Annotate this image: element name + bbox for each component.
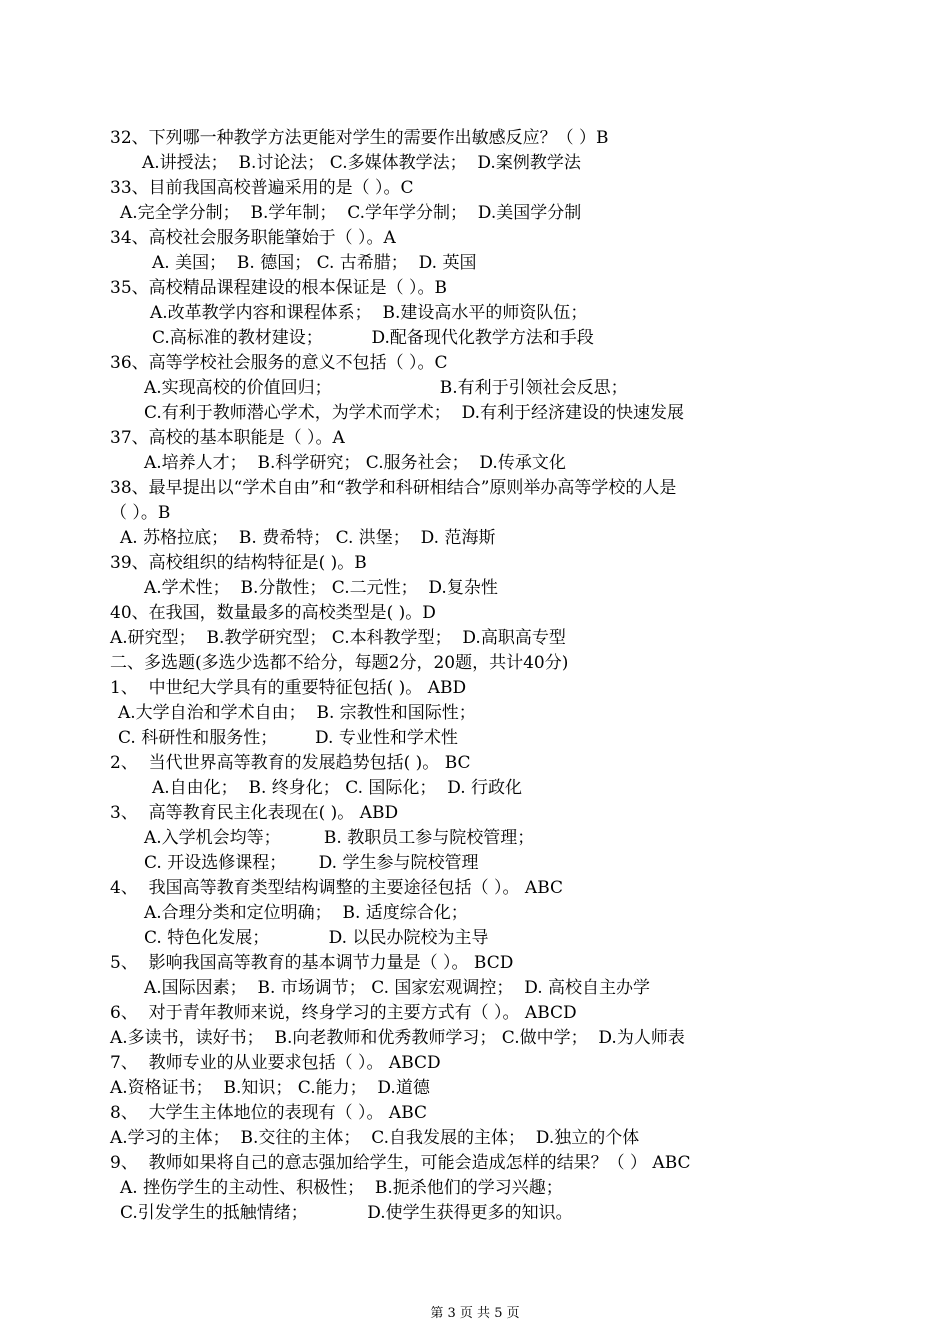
mc-question-2: 2、 当代世界高等教育的发展趋势包括( )。 BC — [110, 753, 471, 773]
mc-question-4-options-c-d: C. 特色化发展； D. 以民办院校为主导 — [144, 928, 489, 948]
page-footer: 第 3 页 共 5 页 — [430, 1306, 520, 1321]
section-heading-multiple-choice: 二、多选题(多选少选都不给分，每题2分，20题，共计40分) — [110, 653, 569, 673]
question-32: 32、下列哪一种教学方法更能对学生的需要作出敏感反应？（ ）B — [110, 128, 609, 148]
question-38: 38、最早提出以“学术自由”和“教学和科研相结合”原则举办高等学校的人是 — [110, 478, 677, 498]
question-33: 33、目前我国高校普遍采用的是（ ）。C — [110, 178, 414, 198]
mc-question-1: 1、 中世纪大学具有的重要特征包括( )。 ABD — [110, 678, 467, 698]
mc-question-8-options: A.学习的主体； B.交往的主体； C.自我发展的主体； D.独立的个体 — [110, 1128, 640, 1148]
mc-question-7: 7、 教师专业的从业要求包括（ ）。 ABCD — [110, 1053, 441, 1073]
mc-question-3: 3、 高等教育民主化表现在( )。 ABD — [110, 803, 399, 823]
question-37: 37、高校的基本职能是（ ）。A — [110, 428, 345, 448]
mc-question-3-options-a-b: A.入学机会均等； B. 教职员工参与院校管理； — [144, 828, 535, 848]
mc-question-5-options: A.国际因素； B. 市场调节； C. 国家宏观调控； D. 高校自主办学 — [144, 978, 651, 998]
question-39: 39、高校组织的结构特征是( )。B — [110, 553, 367, 573]
question-35-options-a-b: A.改革教学内容和课程体系； B.建设高水平的师资队伍； — [150, 303, 588, 323]
mc-question-8: 8、 大学生主体地位的表现有（ ）。 ABC — [110, 1103, 428, 1123]
mc-question-9: 9、 教师如果将自己的意志强加给学生，可能会造成怎样的结果？（ ） ABC — [110, 1153, 691, 1173]
mc-question-6: 6、 对于青年教师来说，终身学习的主要方式有（ ）。 ABCD — [110, 1003, 577, 1023]
mc-question-4: 4、 我国高等教育类型结构调整的主要途径包括（ ）。 ABC — [110, 878, 564, 898]
mc-question-5: 5、 影响我国高等教育的基本调节力量是（ ）。 BCD — [110, 953, 514, 973]
mc-question-7-options: A.资格证书； B.知识； C.能力； D.道德 — [110, 1078, 430, 1098]
question-39-options: A.学术性； B.分散性； C.二元性； D.复杂性 — [144, 578, 498, 598]
question-38-blank: （ ）。B — [110, 503, 171, 523]
question-35: 35、高校精品课程建设的根本保证是（ ）。B — [110, 278, 448, 298]
question-35-options-c-d: C.高标准的教材建设； D.配备现代化教学方法和手段 — [152, 328, 594, 348]
question-40: 40、在我国，数量最多的高校类型是( )。D — [110, 603, 436, 623]
question-36-options-c-d: C.有利于教师潜心学术，为学术而学术； D.有利于经济建设的快速发展 — [144, 403, 685, 423]
mc-question-1-options-a-b: A.大学自治和学术自由； B. 宗教性和国际性； — [118, 703, 476, 723]
mc-question-2-options: A.自由化； B. 终身化； C. 国际化； D. 行政化 — [152, 778, 523, 798]
question-37-options: A.培养人才； B.科学研究； C.服务社会； D.传承文化 — [144, 453, 566, 473]
mc-question-6-options: A.多读书，读好书； B.向老教师和优秀教师学习； C.做中学； D.为人师表 — [110, 1028, 685, 1048]
question-34-options: A. 美国； B. 德国； C. 古希腊； D. 英国 — [152, 253, 477, 273]
question-34: 34、高校社会服务职能肇始于（ ）。A — [110, 228, 396, 248]
mc-question-3-options-c-d: C. 开设选修课程； D. 学生参与院校管理 — [144, 853, 479, 873]
mc-question-1-options-c-d: C. 科研性和服务性； D. 专业性和学术性 — [118, 728, 458, 748]
question-36: 36、高等学校社会服务的意义不包括（ ）。C — [110, 353, 448, 373]
mc-question-4-options-a-b: A.合理分类和定位明确； B. 适度综合化； — [144, 903, 468, 923]
mc-question-9-options-c-d: C.引发学生的抵触情绪； D.使学生获得更多的知识。 — [120, 1203, 573, 1223]
question-40-options: A.研究型； B.教学研究型； C.本科教学型； D.高职高专型 — [110, 628, 566, 648]
question-32-options: A.讲授法； B.讨论法； C.多媒体教学法； D.案例教学法 — [142, 153, 581, 173]
question-36-options-a-b: A.实现高校的价值回归； B.有利于引领社会反思； — [144, 378, 628, 398]
question-38-options: A. 苏格拉底； B. 费希特； C. 洪堡； D. 范海斯 — [120, 528, 496, 548]
question-33-options: A.完全学分制； B.学年制； C.学年学分制； D.美国学分制 — [120, 203, 582, 223]
mc-question-9-options-a-b: A. 挫伤学生的主动性、积极性； B.扼杀他们的学习兴趣； — [120, 1178, 563, 1198]
